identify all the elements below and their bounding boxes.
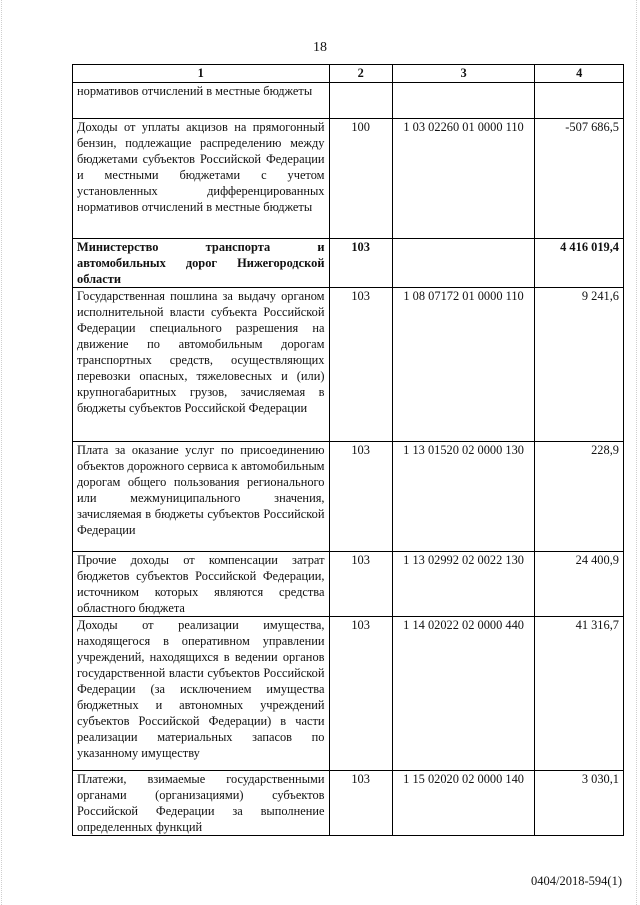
row-admin-code: 100 bbox=[329, 119, 392, 239]
row-budget-code: 1 15 02020 02 0000 140 bbox=[392, 771, 535, 836]
scan-edge-right bbox=[635, 0, 637, 905]
page-number: 18 bbox=[313, 40, 327, 55]
row-budget-code bbox=[392, 239, 535, 288]
row-admin-code: 103 bbox=[329, 288, 392, 442]
row-budget-code: 1 13 01520 02 0000 130 bbox=[392, 442, 535, 552]
row-description: Доходы от реализации имущества, находящегося в оперативном управлении учреждений, находящихся в ведении органов государственной власти субъектов Российской Федерации (за исключением имущества бюджетных и автономных учреждений субъектов Российской Федерации) в части реализации материальных запасов по указанному имуществу bbox=[73, 617, 330, 771]
row-admin-code: 103 bbox=[329, 771, 392, 836]
scan-edge-left bbox=[1, 0, 3, 905]
revenue-table bbox=[72, 64, 624, 836]
table-row bbox=[73, 771, 624, 836]
row-description: Прочие доходы от компенсации затрат бюджетов субъектов Российской Федерации, источником которых являются средства областного бюджета bbox=[73, 552, 330, 617]
row-description: Доходы от уплаты акцизов на прямогонный бензин, подлежащие распределению между бюджетами субъектов Российской Федерации и местными бюджетами с учетом установленных дифференцированных нормативов отчислений в местные бюджеты bbox=[73, 119, 330, 239]
row-amount: 9 241,6 bbox=[535, 288, 624, 442]
row-description: Министерство транспорта и автомобильных дорог Нижегородской области bbox=[73, 239, 330, 288]
row-admin-code: 103 bbox=[329, 552, 392, 617]
row-admin-code: 103 bbox=[329, 239, 392, 288]
row-budget-code: 1 14 02022 02 0000 440 bbox=[392, 617, 535, 771]
row-amount: 41 316,7 bbox=[535, 617, 624, 771]
row-budget-code: 1 03 02260 01 0000 110 bbox=[392, 119, 535, 239]
table-row bbox=[73, 552, 624, 617]
row-budget-code bbox=[392, 83, 535, 119]
row-description: нормативов отчислений в местные бюджеты bbox=[73, 83, 330, 119]
row-amount: -507 686,5 bbox=[535, 119, 624, 239]
table-row bbox=[73, 288, 624, 442]
row-admin-code: 103 bbox=[329, 617, 392, 771]
document-footer-code: 0404/2018-594(1) bbox=[531, 874, 622, 888]
row-admin-code: 103 bbox=[329, 442, 392, 552]
header-col-4: 4 bbox=[535, 65, 624, 83]
table-row bbox=[73, 119, 624, 239]
header-row bbox=[73, 65, 624, 83]
row-amount: 3 030,1 bbox=[535, 771, 624, 836]
row-amount: 4 416 019,4 bbox=[535, 239, 624, 288]
row-amount: 228,9 bbox=[535, 442, 624, 552]
row-admin-code bbox=[329, 83, 392, 119]
table-row bbox=[73, 617, 624, 771]
row-budget-code: 1 13 02992 02 0022 130 bbox=[392, 552, 535, 617]
row-amount bbox=[535, 83, 624, 119]
row-description: Платежи, взимаемые государственными органами (организациями) субъектов Российской Федерации за выполнение определенных функций bbox=[73, 771, 330, 836]
header-col-3: 3 bbox=[392, 65, 535, 83]
row-budget-code: 1 08 07172 01 0000 110 bbox=[392, 288, 535, 442]
row-description: Государственная пошлина за выдачу органом исполнительной власти субъекта Российской Федерации специального разрешения на движение по автомобильным дорогам транспортных средств, осуществляющих перевозки опасных, тяжеловесных и (или) крупногабаритных грузов, зачисляемая в бюджеты субъектов Российской Федерации bbox=[73, 288, 330, 442]
header-col-1: 1 bbox=[73, 65, 330, 83]
table-row bbox=[73, 239, 624, 288]
row-amount: 24 400,9 bbox=[535, 552, 624, 617]
table-row bbox=[73, 442, 624, 552]
row-description: Плата за оказание услуг по присоединению объектов дорожного сервиса к автомобильным дорогам общего пользования регионального или межмуниципального значения, зачисляемая в бюджеты субъектов Российской Федерации bbox=[73, 442, 330, 552]
header-col-2: 2 bbox=[329, 65, 392, 83]
table-row bbox=[73, 83, 624, 119]
